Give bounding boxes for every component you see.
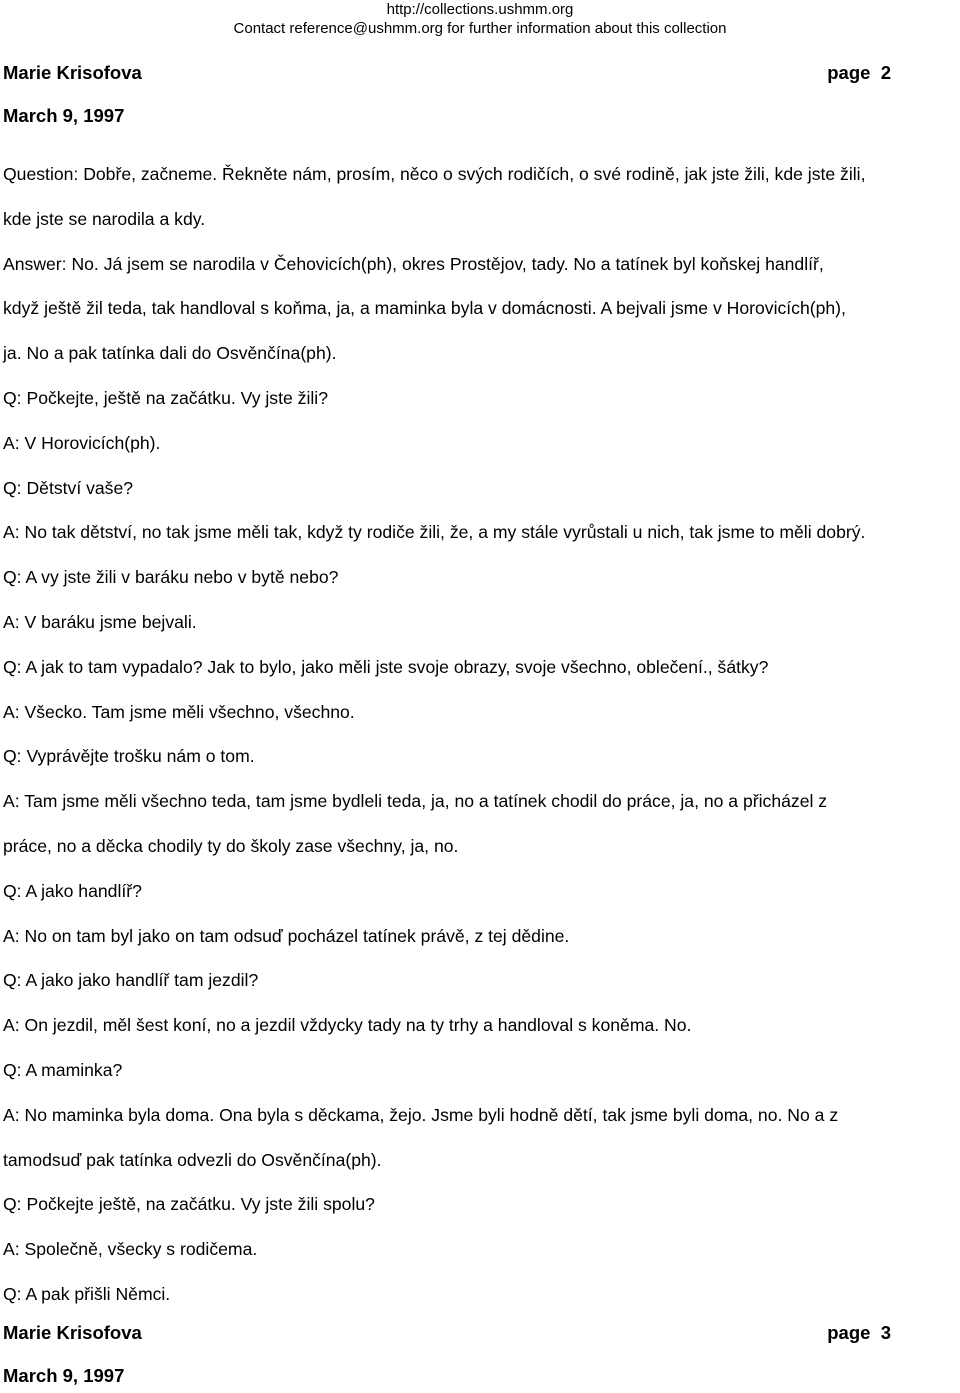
transcript-line: když ještě žil teda, tak handloval s koňma, ja, a maminka byla v domácnosti. A bejvali jsme v Horovicích(ph), [3,298,846,319]
transcript-line: A: Společně, všecky s rodičema. [3,1239,258,1260]
transcript-line: ja. No a pak tatínka dali do Osvěnčína(ph). [3,343,337,364]
transcript-line: Answer: No. Já jsem se narodila v Čehovicích(ph), okres Prostějov, tady. No a tatínek byl koňskej handlíř, [3,253,824,274]
transcript-line: Q: A jako handlíř? [3,880,142,901]
transcript-line: Q: A jak to tam vypadalo? Jak to bylo, jako měli jste svoje obrazy, svoje všechno, oblečení., šátky? [3,656,769,677]
transcript-line: A: No tak dětství, no tak jsme měli tak, když ty rodiče žili, že, a my stále vyrůstali u nich, tak jsme to měli dobrý. [3,522,866,543]
interviewee-name: Marie Krisofova [3,62,142,83]
transcript-line: Q: Vyprávějte trošku nám o tom. [3,746,255,767]
transcript-line: A: Tam jsme měli všechno teda, tam jsme bydleli teda, ja, no a tatínek chodil do práce, ja, no a přicházel z [3,791,828,812]
transcript-line: práce, no a děcka chodily ty do školy zase všechny, ja, no. [3,835,459,856]
interviewee-name: Marie Krisofova [3,1322,142,1343]
transcript-line: A: V baráku jsme bejvali. [3,611,197,632]
transcript-line: A: On jezdil, měl šest koní, no a jezdil vždycky tady na ty trhy a handloval s koněma. No. [3,1015,692,1036]
transcript-line: Q: Dětství vaše? [3,477,134,498]
transcript-line: Q: A maminka? [3,1059,123,1080]
transcript-line: A: No on tam byl jako on tam odsuď pocházel tatínek právě, z tej dědine. [3,925,570,946]
transcript-line: Q: A pak přišli Němci. [3,1283,171,1304]
transcript-line: A: V Horovicích(ph). [3,432,161,453]
source-contact: Contact reference@ushmm.org for further information about this collection [233,20,727,37]
transcript-line: Q: A jako jako handlíř tam jezdil? [3,970,259,991]
page-number: page 3 [827,1322,891,1343]
transcript-line: Q: Počkejte, ještě na začátku. Vy jste žili? [3,387,328,408]
source-header [0,0,960,38]
interview-date: March 9, 1997 [3,105,125,126]
transcript-line: Q: Počkejte ještě, na začátku. Vy jste žili spolu? [3,1194,375,1215]
transcript-line: Q: A vy jste žili v baráku nebo v bytě nebo? [3,567,339,588]
transcript-line: A: No maminka byla doma. Ona byla s děckama, žejo. Jsme byli hodně dětí, tak jsme byli doma, no. No a z [3,1104,839,1125]
transcript-line: A: Všecko. Tam jsme měli všechno, všechno. [3,701,355,722]
transcript [3,152,958,1317]
transcript-line: kde jste se narodila a kdy. [3,208,206,229]
source-url: http://collections.ushmm.org [386,1,574,18]
interview-date: March 9, 1997 [3,1365,125,1386]
page-number: page 2 [827,62,891,83]
transcript-line: tamodsuď pak tatínka odvezli do Osvěnčína(ph). [3,1149,382,1170]
transcript-line: Question: Dobře, začneme. Řekněte nám, prosím, něco o svých rodičích, o své rodině, jak jste žili, kde jste žili, [3,164,866,184]
page-header-bottom [3,1322,891,1387]
page-header-top [3,62,891,127]
